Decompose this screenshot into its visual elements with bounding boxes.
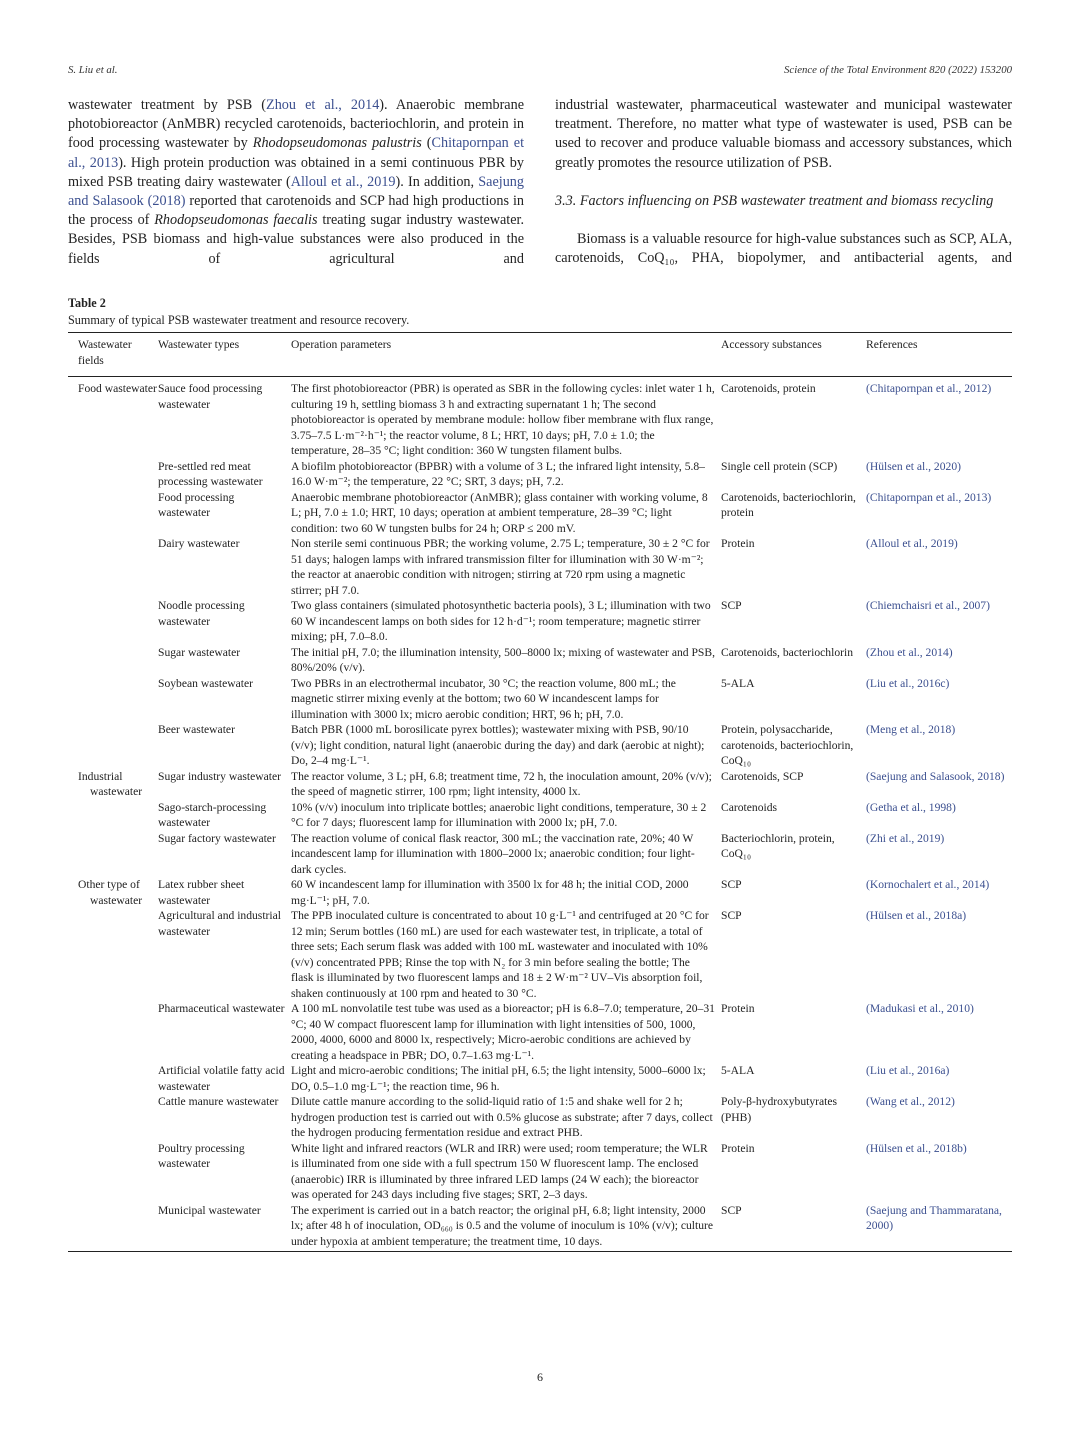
accessory-substances-cell [721,769,866,800]
table-row [68,676,1012,723]
body-paragraph: industrial wastewater, pharmaceutical wastewater and municipal wastewater treatment. Therefore, no matter what type of wastewater is used, PSB can be used to recover and produce valuable biomass and accessory substances, which greatly promotes the resource utilization of PSB. [555,97,1012,171]
operation-parameters-cell-text: Dilute cattle manure according to the solid-liquid ratio of 1:5 and shake well for 2 h; hydrogen production test is carried out with 0.5% glucose as substrate; after 7 days, collect the hydrogen producing fermentation residue and extract PHB. [291,1095,713,1139]
operation-parameters-cell-text: White light and infrared reactors (WLR and IRR) were used; room temperature; the WLR is illuminated from one side with a full spectrum 150 W fluorescent lamp. The enclosed (anaerobic) IRR is illuminated by three infrared LED lamps (24 W each); the bioreactor was operated for 243 days including five stages; SRT, 2–3 days. [291,1141,708,1201]
category-cell-text: Other type of wastewater [78,878,143,907]
accessory-substances-cell [721,877,866,908]
accessory-substances-cell-text: 5-ALA [721,1064,755,1077]
accessory-substances-cell [721,490,866,537]
wastewater-type-cell [158,722,291,769]
table-row [68,536,1012,598]
operation-parameters-cell [291,1063,721,1094]
wastewater-type-cell [158,1141,291,1203]
table-header-row [68,333,1012,377]
running-header-journal: Science of the Total Environment 820 (2022) 153200 [784,64,1012,76]
accessory-substances-cell [721,831,866,878]
table-row [68,722,1012,769]
operation-parameters-cell-text: The first photobioreactor (PBR) is operated as SBR in the following cycles: inlet water 1 h, culturing 19 h, settling biomass 3 h and extracting supernatant 1 h; The second photobioreactor is operated by membrane module: hollow fiber membrane with flux range, 3.75–7.5 L·m⁻²·h⁻¹; the reactor volume, 8 L; HRT, 10 days; pH, 7.0 ± 1.0; the temperature, 28–35 °C; light condition: 360 W tungsten filament bulbs. [291,382,715,457]
category-cell [68,598,158,645]
operation-parameters-cell-text: The initial pH, 7.0; the illumination intensity, 500–8000 lx; mixing of wastewater and PSB, 80%/20% (v/v). [291,645,715,674]
right-column [555,96,1012,268]
reference-cell[interactable] [866,1001,1012,1063]
text-run: reported that carotenoids and SCP had high productions in the process of [68,193,524,229]
accessory-substances-cell-text: Carotenoids, bacteriochlorin, protein [721,490,856,519]
reference-cell[interactable] [866,459,1012,490]
operation-parameters-cell-text: The reaction volume of conical flask reactor, 300 mL; the vaccination rate, 20%; 40 W incandescent lamp for illumination with 1800–2000 lx; anaerobic condition; four light-dark cycles. [291,831,695,876]
citation-link[interactable]: Alloul et al., 2019 [290,173,396,190]
table-row [68,800,1012,831]
wastewater-type-cell [158,831,291,878]
operation-parameters-cell [291,722,721,769]
operation-parameters-cell [291,877,721,908]
wastewater-type-cell-text: Cattle manure wastewater [158,1095,279,1108]
reference-cell[interactable] [866,1203,1012,1252]
table-row [68,1001,1012,1063]
accessory-substances-cell-text: Carotenoids, protein [721,382,816,395]
operation-parameters-cell-text: A 100 mL nonvolatile test tube was used as a bioreactor; pH is 6.8–7.0; temperature, 20–31 °C; 40 W compact fluorescent lamp for illumination with light intensities of 500, 1000, 2000, 4000, 6000 and 8000 lx, respectively; Micro-aerobic conditions are achieved by creating a headspace in PBR; DO, 0.7–1.63 mg·L⁻¹. [291,1002,715,1062]
table-row [68,769,1012,800]
wastewater-type-cell-text: Dairy wastewater [158,537,240,550]
section-heading: 3.3. Factors influencing on PSB wastewater treatment and biomass recycling [555,192,994,209]
wastewater-type-cell [158,676,291,723]
category-cell [68,377,158,459]
wastewater-type-cell-text: Sugar industry wastewater [158,769,281,783]
operation-parameters-cell [291,490,721,537]
category-cell [68,1141,158,1203]
table-row [68,1063,1012,1094]
table-caption-text: Summary of typical PSB wastewater treatment and resource recovery. [68,313,410,327]
wastewater-type-cell [158,1203,291,1252]
wastewater-type-cell [158,1063,291,1094]
citation-link[interactable]: (Chitapornpan et al., 2012) [866,382,992,395]
table-row [68,908,1012,1001]
citation-link[interactable]: (Getha et al., 1998) [866,800,956,814]
citation-link[interactable]: (Chiemchaisri et al., 2007) [866,599,990,612]
table-row [68,1094,1012,1141]
operation-parameters-cell-text: Non sterile semi continuous PBR; the working volume, 2.75 L; temperature, 30 ± 2 °C for 51 days; halogen lamps with infrared transmission filter for illumination with 30 W·m⁻²; the reactor at anaerobic condition with nitrogen; stirring at 720 rpm using a magnetic stirrer; pH 7.0. [291,537,710,597]
citation-link[interactable]: (Liu et al., 2016a) [866,1064,950,1077]
operation-parameters-cell-text: A biofilm photobioreactor (BPBR) with a volume of 3 L; the infrared light intensity, 5.8–16.0 W·m⁻²; the temperature, 22 °C; SRT, 3 days; pH, 7.2. [291,459,705,488]
accessory-substances-cell-text: 5-ALA [721,676,755,690]
wastewater-type-cell-text: Sugar factory wastewater [158,831,276,845]
page-number: 6 [537,1370,543,1384]
accessory-substances-cell [721,377,866,459]
accessory-substances-cell [721,722,866,769]
wastewater-type-cell-text: Latex rubber sheet wastewater [158,878,245,907]
wastewater-type-cell-text: Pre-settled red meat processing wastewater [158,459,263,488]
text-run: ( [421,135,432,152]
operation-parameters-cell [291,1094,721,1141]
category-cell [68,831,158,878]
citation-link[interactable]: (Saejung and Thammaratana, 2000) [866,1203,1002,1232]
citation-link[interactable]: (Wang et al., 2012) [866,1095,955,1108]
wastewater-type-cell [158,908,291,1001]
reference-cell[interactable] [866,769,1012,800]
wastewater-type-cell [158,769,291,800]
table-row [68,1141,1012,1203]
table-row [68,377,1012,459]
table-label: Table 2 [68,296,106,310]
operation-parameters-cell [291,377,721,459]
table-row [68,459,1012,490]
operation-parameters-cell-text: Light and micro-aerobic conditions; The initial pH, 6.5; the light intensity, 5000–6000 lx; DO, 0.5–1.0 mg·L⁻¹; the reaction time, 96 h. [291,1064,706,1093]
category-cell [68,722,158,769]
wastewater-type-cell-text: Pharmaceutical wastewater [158,1002,285,1015]
operation-parameters-cell [291,536,721,598]
reference-cell[interactable] [866,676,1012,723]
summary-table [68,332,1012,1252]
wastewater-type-cell [158,645,291,676]
operation-parameters-cell-text: Batch PBR (1000 mL borosilicate pyrex bottles); wastewater mixing with PSB, 90/10 (v/v); light condition, natural light (anaerobic during the day) and dark (aerobic at night); Do, 2–4 mg·L⁻¹. [291,723,705,767]
column-header: Accessory substances [721,338,822,351]
operation-parameters-cell [291,459,721,490]
category-cell-text: Industrial wastewater [78,769,143,798]
category-cell [68,676,158,723]
wastewater-type-cell-text: Poultry processing wastewater [158,1141,245,1170]
wastewater-type-cell-text: Beer wastewater [158,723,235,736]
citation-link[interactable]: (Zhou et al., 2014) [866,645,953,659]
wastewater-type-cell [158,800,291,831]
reference-cell[interactable] [866,536,1012,598]
category-cell [68,459,158,490]
table-row [68,490,1012,537]
reference-cell[interactable] [866,908,1012,1001]
accessory-substances-cell [721,536,866,598]
category-cell [68,536,158,598]
wastewater-type-cell-text: Agricultural and industrial wastewater [158,909,281,938]
operation-parameters-cell [291,1141,721,1203]
accessory-substances-cell-text: Protein [721,1141,755,1155]
wastewater-type-cell [158,1001,291,1063]
citation-link[interactable]: (Zhi et al., 2019) [866,831,945,845]
category-cell [68,908,158,1001]
citation-link[interactable]: (Hülsen et al., 2018b) [866,1141,967,1155]
operation-parameters-cell-text: The PPB inoculated culture is concentrated to about 10 g·L⁻¹ and centrifuged at 20 °C for 12 min; Serum bottles (160 mL) are used for each wastewater test, in triplicate, a total of three sets; Each serum flask was added with 100 mL wastewater and inoculated with 10% (v/v) concentrated PPB; Rinse the top with N₂ for 3 min before sealing the bottle; The flask is illuminated by two fluorescent lamps and 18 ± 2 W·m⁻² UV–Vis absorption foil, shaken continuously at 100 rpm and heated to 30 °C. [291,909,709,1000]
reference-cell[interactable] [866,877,1012,908]
category-cell [68,645,158,676]
citation-link[interactable]: Saejung and Salasook (2018) [68,173,524,210]
category-cell [68,1063,158,1094]
wastewater-type-cell [158,377,291,459]
left-column [68,96,524,269]
wastewater-type-cell-text: Artificial volatile fatty acid wastewater [158,1064,285,1093]
running-header-authors: S. Liu et al. [68,64,118,76]
accessory-substances-cell-text: Carotenoids, bacteriochlorin [721,645,853,659]
column-header: References [866,338,918,351]
operation-parameters-cell-text: Anaerobic membrane photobioreactor (AnMBR); glass container with working volume, 8 L; pH, 7.0 ± 1.0; HRT, 10 days; operation at ambient temperature, 28–39 °C; light condition: two 60 W tungsten bulbs for 24 h; ORP ≤ 200 mV. [291,490,708,535]
reference-cell[interactable] [866,1141,1012,1203]
citation-link[interactable]: (Hülsen et al., 2018a) [866,909,967,922]
citation-link[interactable]: (Kornochalert et al., 2014) [866,878,990,891]
accessory-substances-cell-text: Protein [721,537,755,550]
reference-cell[interactable] [866,645,1012,676]
reference-cell[interactable] [866,1063,1012,1094]
wastewater-type-cell [158,877,291,908]
text-run: ). Anaerobic membrane photobioreactor (AnMBR) recycled carotenoids, bacteriochlorin, and protein in food processing wastewater by [68,97,524,152]
accessory-substances-cell-text: Protein [721,1002,755,1015]
wastewater-type-cell-text: Municipal wastewater [158,1203,261,1217]
accessory-substances-cell [721,800,866,831]
citation-link[interactable]: (Saejung and Salasook, 2018) [866,769,1005,783]
accessory-substances-cell-text: Single cell protein (SCP) [721,459,838,473]
category-cell [68,1203,158,1252]
citation-link[interactable]: (Meng et al., 2018) [866,723,956,736]
species-name: Rhodopseudomonas palustris [252,135,422,152]
reference-cell[interactable] [866,1094,1012,1141]
operation-parameters-cell-text: Two glass containers (simulated photosynthetic bacteria pools), 3 L; illumination with two 60 W incandescent lamps on both sides for 12 h·d⁻¹; room temperature; magnetic stirrer mixing; pH, 7.0–8.0. [291,599,711,643]
operation-parameters-cell [291,908,721,1001]
operation-parameters-cell [291,645,721,676]
category-cell [68,1094,158,1141]
wastewater-type-cell-text: Sago-starch-processing wastewater [158,800,267,829]
reference-cell[interactable] [866,800,1012,831]
operation-parameters-cell [291,1001,721,1063]
operation-parameters-cell [291,598,721,645]
table-row [68,877,1012,908]
category-cell [68,1001,158,1063]
category-cell-text: Food wastewater [78,382,157,395]
operation-parameters-cell-text: Two PBRs in an electrothermal incubator, 30 °C; the reaction volume, 800 mL; the magnetic stirrer mixing evenly at the bottom; two 60 W incandescent lamps for illumination with 3000 lx; micro aerobic condition; HRT, 96 h; pH, 7.0. [291,676,676,721]
accessory-substances-cell-text: Protein, polysaccharide, carotenoids, bacteriochlorin, CoQ₁₀ [721,723,854,767]
accessory-substances-cell-text: Carotenoids [721,800,778,814]
body-paragraph: Biomass is a valuable resource for high-value substances such as SCP, ALA, carotenoids, CoQ₁₀, PHA, biopolymer, and antibacterial agents, and [555,231,1012,267]
citation-link[interactable]: (Chitapornpan et al., 2013) [866,490,992,504]
reference-cell[interactable] [866,598,1012,645]
citation-link[interactable]: (Hülsen et al., 2020) [866,459,961,473]
accessory-substances-cell-text: Carotenoids, SCP [721,769,804,783]
table-row [68,645,1012,676]
accessory-substances-cell [721,676,866,723]
wastewater-type-cell-text: Sugar wastewater [158,645,241,659]
reference-cell[interactable] [866,722,1012,769]
citation-link[interactable]: Chitapornpan et al., 2013 [68,135,525,171]
category-cell [68,769,158,800]
wastewater-type-cell-text: Food processing wastewater [158,490,235,519]
accessory-substances-cell-text: SCP [721,599,742,612]
wastewater-type-cell [158,536,291,598]
text-run: treating sugar industry wastewater. Besides, PSB biomass and high-value substances were also produced in the fields of agricultural and [68,212,525,267]
table-caption [68,295,409,329]
category-cell [68,490,158,537]
wastewater-type-cell [158,459,291,490]
accessory-substances-cell [721,1001,866,1063]
operation-parameters-cell-text: The experiment is carried out in a batch reactor; the original pH, 6.8; light intensity, 2000 lx; after 48 h of inoculation, OD₆₆₀ is 0.5 and the volume of inoculum is 10% (v/v); culture under hypoxia at ambient temperature; the treatment time, 10 days. [291,1203,714,1248]
operation-parameters-cell [291,1203,721,1252]
table-row [68,1203,1012,1252]
wastewater-type-cell-text: Soybean wastewater [158,676,253,690]
text-run: ). In addition, [395,173,479,190]
operation-parameters-cell-text: 10% (v/v) inoculum into triplicate bottles; anaerobic light conditions, temperature, 30 ± 2 °C for 7 days; fluorescent lamp for illumination with 2000 lx; pH, 7.0. [291,800,707,829]
accessory-substances-cell [721,645,866,676]
accessory-substances-cell-text: SCP [721,878,742,891]
reference-cell[interactable] [866,490,1012,537]
accessory-substances-cell [721,908,866,1001]
category-cell [68,800,158,831]
text-run: wastewater treatment by PSB ( [68,97,267,113]
operation-parameters-cell [291,676,721,723]
wastewater-type-cell [158,1094,291,1141]
accessory-substances-cell [721,1063,866,1094]
operation-parameters-cell [291,831,721,878]
operation-parameters-cell-text: The reactor volume, 3 L; pH, 6.8; treatment time, 72 h, the inoculation amount, 20% (v/v); the speed of magnetic stirrer, 100 rpm; light intensity, 4000 lx. [291,769,712,798]
species-name: Rhodopseudomonas faecalis [154,212,318,229]
citation-link[interactable]: (Alloul et al., 2019) [866,537,958,550]
category-cell [68,877,158,908]
citation-link[interactable]: Zhou et al., 2014 [266,97,380,113]
accessory-substances-cell-text: Bacteriochlorin, protein, CoQ₁₀ [721,831,835,860]
citation-link[interactable]: (Madukasi et al., 2010) [866,1002,974,1015]
citation-link[interactable]: (Liu et al., 2016c) [866,676,950,690]
column-header: Wastewater fields [78,338,132,367]
accessory-substances-cell [721,598,866,645]
accessory-substances-cell [721,459,866,490]
accessory-substances-cell [721,1203,866,1252]
accessory-substances-cell [721,1094,866,1141]
reference-cell[interactable] [866,377,1012,459]
wastewater-type-cell [158,490,291,537]
accessory-substances-cell-text: SCP [721,909,742,922]
operation-parameters-cell [291,769,721,800]
table-row [68,598,1012,645]
accessory-substances-cell [721,1141,866,1203]
wastewater-type-cell-text: Noodle processing wastewater [158,599,245,628]
column-header: Wastewater types [158,338,240,351]
column-header: Operation parameters [291,338,392,351]
text-run: ). High protein production was obtained in a semi continuous PBR by mixed PSB treating dairy wastewater ( [68,154,524,190]
accessory-substances-cell-text: SCP [721,1203,742,1217]
operation-parameters-cell-text: 60 W incandescent lamp for illumination with 3500 lx for 48 h; the initial COD, 2000 mg·L⁻¹; pH, 7.0. [291,878,689,907]
reference-cell[interactable] [866,831,1012,878]
wastewater-type-cell [158,598,291,645]
table-row [68,831,1012,878]
body-paragraph [68,96,524,269]
operation-parameters-cell [291,800,721,831]
wastewater-type-cell-text: Sauce food processing wastewater [158,382,263,411]
accessory-substances-cell-text: Poly-β-hydroxybutyrates (PHB) [721,1095,838,1124]
